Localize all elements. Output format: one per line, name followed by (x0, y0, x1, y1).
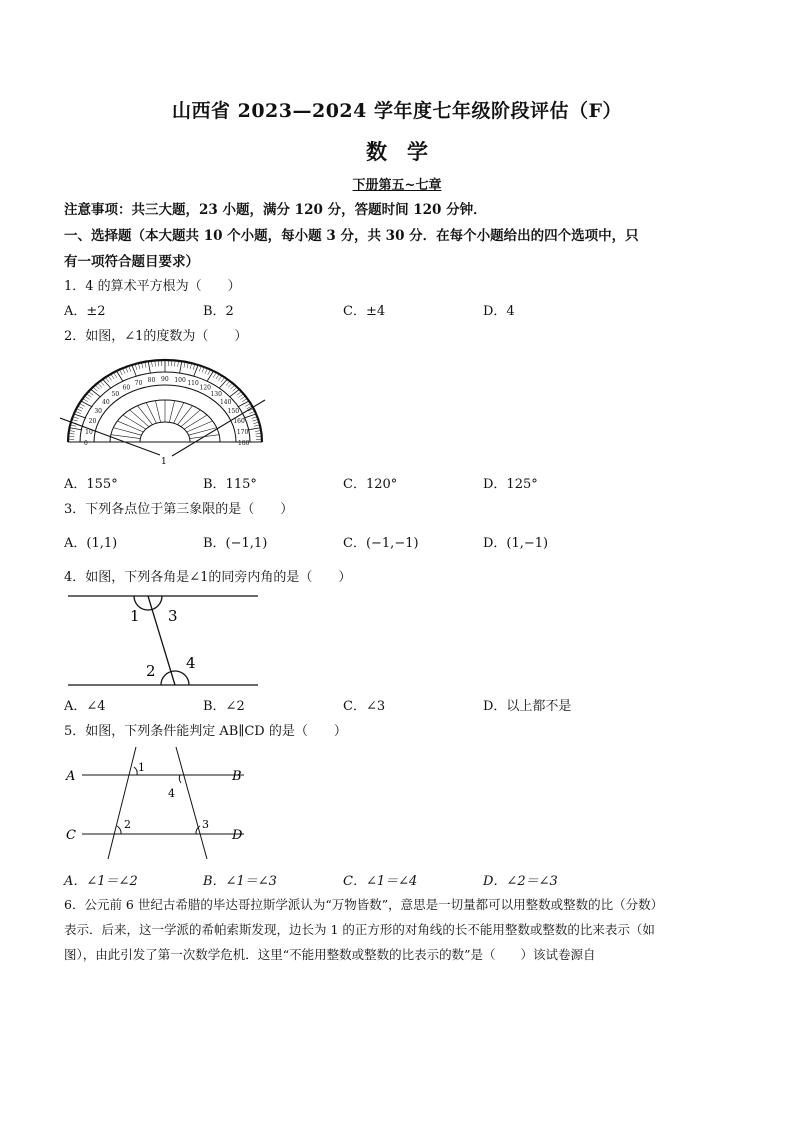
subject-title: 数学 (366, 139, 448, 164)
fig4-label-1: 1 (130, 607, 140, 625)
protractor-scale-label: 150 (227, 408, 240, 415)
q3-option-c: C．(−1,−1) (343, 536, 419, 551)
q3-option-d: D．(1,−1) (483, 536, 549, 551)
fig4-label-2: 2 (146, 662, 156, 680)
protractor-tick (81, 401, 92, 407)
fig5-label-a: A (66, 769, 76, 784)
fig4-label-4: 4 (186, 654, 196, 672)
fig5-label-2: 2 (124, 818, 131, 831)
protractor-tick (240, 396, 245, 399)
protractor-tick (132, 365, 136, 376)
protractor-tick (108, 376, 112, 381)
protractor-tick (122, 368, 125, 373)
protractor-tick (221, 377, 225, 382)
protractor-tick (219, 379, 227, 388)
protractor-tick (208, 370, 211, 375)
q5-option-c: C．∠1＝∠4 (343, 874, 418, 889)
protractor-tick (180, 361, 182, 373)
protractor-scale-label: 90 (161, 376, 169, 383)
protractor-tick (126, 367, 128, 372)
protractor-tick (226, 381, 230, 385)
protractor-tick (218, 376, 222, 381)
protractor-tick (207, 371, 214, 381)
protractor-tick (98, 383, 102, 387)
protractor-radial-line (155, 401, 160, 423)
angle-1-label: 1 (161, 457, 167, 467)
protractor-tick (117, 371, 124, 381)
protractor-tick (245, 404, 250, 407)
section1-heading-line1: 一、选择题（本大题共 10 个小题，每小题 3 分，共 30 分．在每个小题给出的四个选项中，只 (64, 228, 639, 244)
fig5-label-b: B (232, 769, 242, 784)
question-2-stem: 2．如图，∠1的度数为（ ） (64, 329, 248, 344)
fig4-label-3: 3 (168, 607, 178, 625)
angle-2-arc (117, 826, 121, 834)
protractor-tick (194, 365, 198, 376)
q5-option-a: A．∠1＝∠2 (64, 874, 138, 889)
protractor-radial-line (190, 435, 220, 439)
angle-4-arc (179, 775, 181, 783)
protractor-tick (199, 366, 201, 372)
question-6-line3: 图），由此引发了第一次数学危机．这里“不能用整数或整数的比表示的数”是（ ）该试卷源自 (64, 947, 596, 962)
protractor-tick (75, 411, 81, 413)
section1-heading-line2: 有一项符合题目要求） (64, 254, 199, 270)
protractor-tick (111, 374, 114, 379)
protractor-scale-label: 80 (147, 376, 156, 384)
exam-notice: 注意事项：共三大题，23 小题，满分 120 分，答题时间 120 分钟． (64, 202, 487, 218)
protractor-tick (95, 385, 99, 389)
transversal-right (176, 747, 207, 859)
q3-option-a: A．(1,1) (64, 536, 118, 551)
exam-scope-text: 下册第五~七章 (352, 178, 442, 193)
fig5-label-1: 1 (138, 761, 145, 774)
protractor-tick (114, 372, 117, 377)
q3-option-b: B．(−1,1) (203, 536, 268, 551)
exam-scope (0, 174, 794, 193)
protractor-tick (229, 389, 239, 397)
transversal-left (108, 747, 136, 859)
protractor-tick (216, 374, 219, 379)
protractor-radial-line (184, 415, 207, 429)
q1-option-b: B．2 (203, 304, 234, 319)
protractor-radial-line (174, 403, 184, 424)
protractor-tick (242, 399, 247, 402)
fig5-label-4: 4 (168, 787, 175, 800)
q5-option-b: B．∠1＝∠3 (203, 874, 277, 889)
page-title: 山西省 2023—2024 学年度七年级阶段评估（F） (172, 100, 622, 122)
protractor-tick (237, 392, 242, 396)
protractor-radial-line (187, 421, 213, 432)
fig5-label-d: D (232, 828, 243, 843)
protractor-tick (248, 428, 261, 430)
protractor-tick (119, 370, 122, 375)
question-6-line2: 表示．后来，这一学派的希帕索斯发现，边长为 1 的正方形的对角线的长不能用整数或整数的比来表示（如 (64, 922, 655, 937)
protractor-tick (233, 387, 237, 391)
q4-option-d: D．以上都不是 (483, 699, 572, 714)
protractor-scale-label: 40 (102, 398, 110, 406)
protractor-radial-line (123, 415, 146, 429)
protractor-tick (202, 367, 204, 372)
protractor-tick (213, 372, 216, 377)
q2-option-a: A．155° (64, 477, 118, 492)
protractor-tick (78, 406, 83, 409)
protractor-radial-line (178, 406, 193, 425)
protractor-tick (238, 401, 249, 407)
protractor-tick (129, 366, 131, 372)
q5-option-d: D．∠2＝∠3 (483, 874, 558, 889)
q1-option-a: A．±2 (64, 304, 106, 319)
protractor-radial-line (169, 401, 174, 423)
protractor-center-arc (140, 422, 190, 442)
parallel-lines-figure-q4 (64, 590, 264, 690)
protractor-scale-label: 0 (84, 440, 88, 447)
protractor-tick (205, 368, 208, 373)
protractor-scale-label: 130 (210, 390, 222, 398)
protractor-tick (76, 409, 81, 411)
question-6-line1: 6．公元前 6 世纪古希腊的毕达哥拉斯学派认为“万物皆数”，意思是一切量都可以用整数或整数的比（分数） (64, 897, 664, 912)
question-4-stem: 4．如图，下列各角是∠1的同旁内角的是（ ） (64, 570, 352, 585)
protractor-radial-line (130, 410, 149, 427)
protractor-scale-label: 10 (85, 428, 93, 436)
protractor-radial-line (138, 406, 153, 425)
protractor-tick (91, 389, 101, 397)
protractor-scale-label: 20 (88, 418, 97, 426)
protractor-scale-label: 120 (199, 384, 211, 392)
protractor-tick (73, 417, 79, 419)
protractor-scale-label: 180 (238, 440, 250, 447)
protractor-tick (89, 392, 94, 396)
angle-1-arc (134, 767, 137, 775)
q2-option-c: C．120° (343, 477, 398, 492)
protractor-tick (239, 394, 244, 398)
question-1-stem: 1．4 的算术平方根为（ ） (64, 279, 241, 294)
protractor-tick (249, 411, 255, 413)
protractor-tick (228, 383, 232, 387)
protractor-tick (230, 385, 234, 389)
q2-option-b: B．115° (203, 477, 257, 492)
protractor-tick (103, 379, 111, 388)
protractor-scale-label: 140 (219, 398, 232, 406)
fig5-label-c: C (66, 828, 76, 843)
protractor-scale-label: 110 (187, 379, 199, 387)
q1-option-d: D．4 (483, 304, 515, 319)
q1-option-c: C．±4 (343, 304, 386, 319)
parallel-lines-figure-q5 (64, 745, 254, 861)
protractor-scale-label: 100 (174, 376, 186, 384)
protractor-radial-line (181, 410, 200, 427)
question-3-stem: 3．下列各点位于第三象限的是（ ） (64, 502, 294, 517)
protractor-tick (79, 404, 84, 407)
protractor-tick (87, 394, 92, 398)
protractor-tick (100, 381, 104, 385)
protractor-tick (148, 361, 150, 373)
protractor-tick (83, 399, 88, 402)
protractor-tick (93, 387, 97, 391)
protractor-scale-label: 30 (94, 408, 102, 415)
question-5-stem: 5．如图，下列条件能判定 AB∥CD 的是（ ） (64, 724, 347, 739)
protractor-tick (69, 428, 82, 430)
q2-option-d: D．125° (483, 477, 538, 492)
protractor-scale-label: 50 (111, 390, 120, 398)
protractor-tick (85, 396, 90, 399)
protractor-figure (60, 350, 270, 468)
protractor-tick (105, 377, 109, 382)
protractor-radial-line (146, 403, 156, 424)
q4-option-b: B．∠2 (203, 699, 245, 714)
protractor-tick (252, 417, 258, 419)
protractor-scale-label: 160 (233, 418, 245, 426)
protractor-radial-line (113, 428, 141, 436)
protractor-radial-line (117, 421, 143, 432)
protractor-scale-label: 60 (122, 384, 131, 392)
q4-option-a: A．∠4 (64, 699, 106, 714)
protractor-scale-label: 170 (236, 428, 249, 436)
protractor-scale-label: 70 (134, 379, 143, 387)
q4-option-c: C．∠3 (343, 699, 386, 714)
fig5-label-3: 3 (202, 818, 209, 831)
